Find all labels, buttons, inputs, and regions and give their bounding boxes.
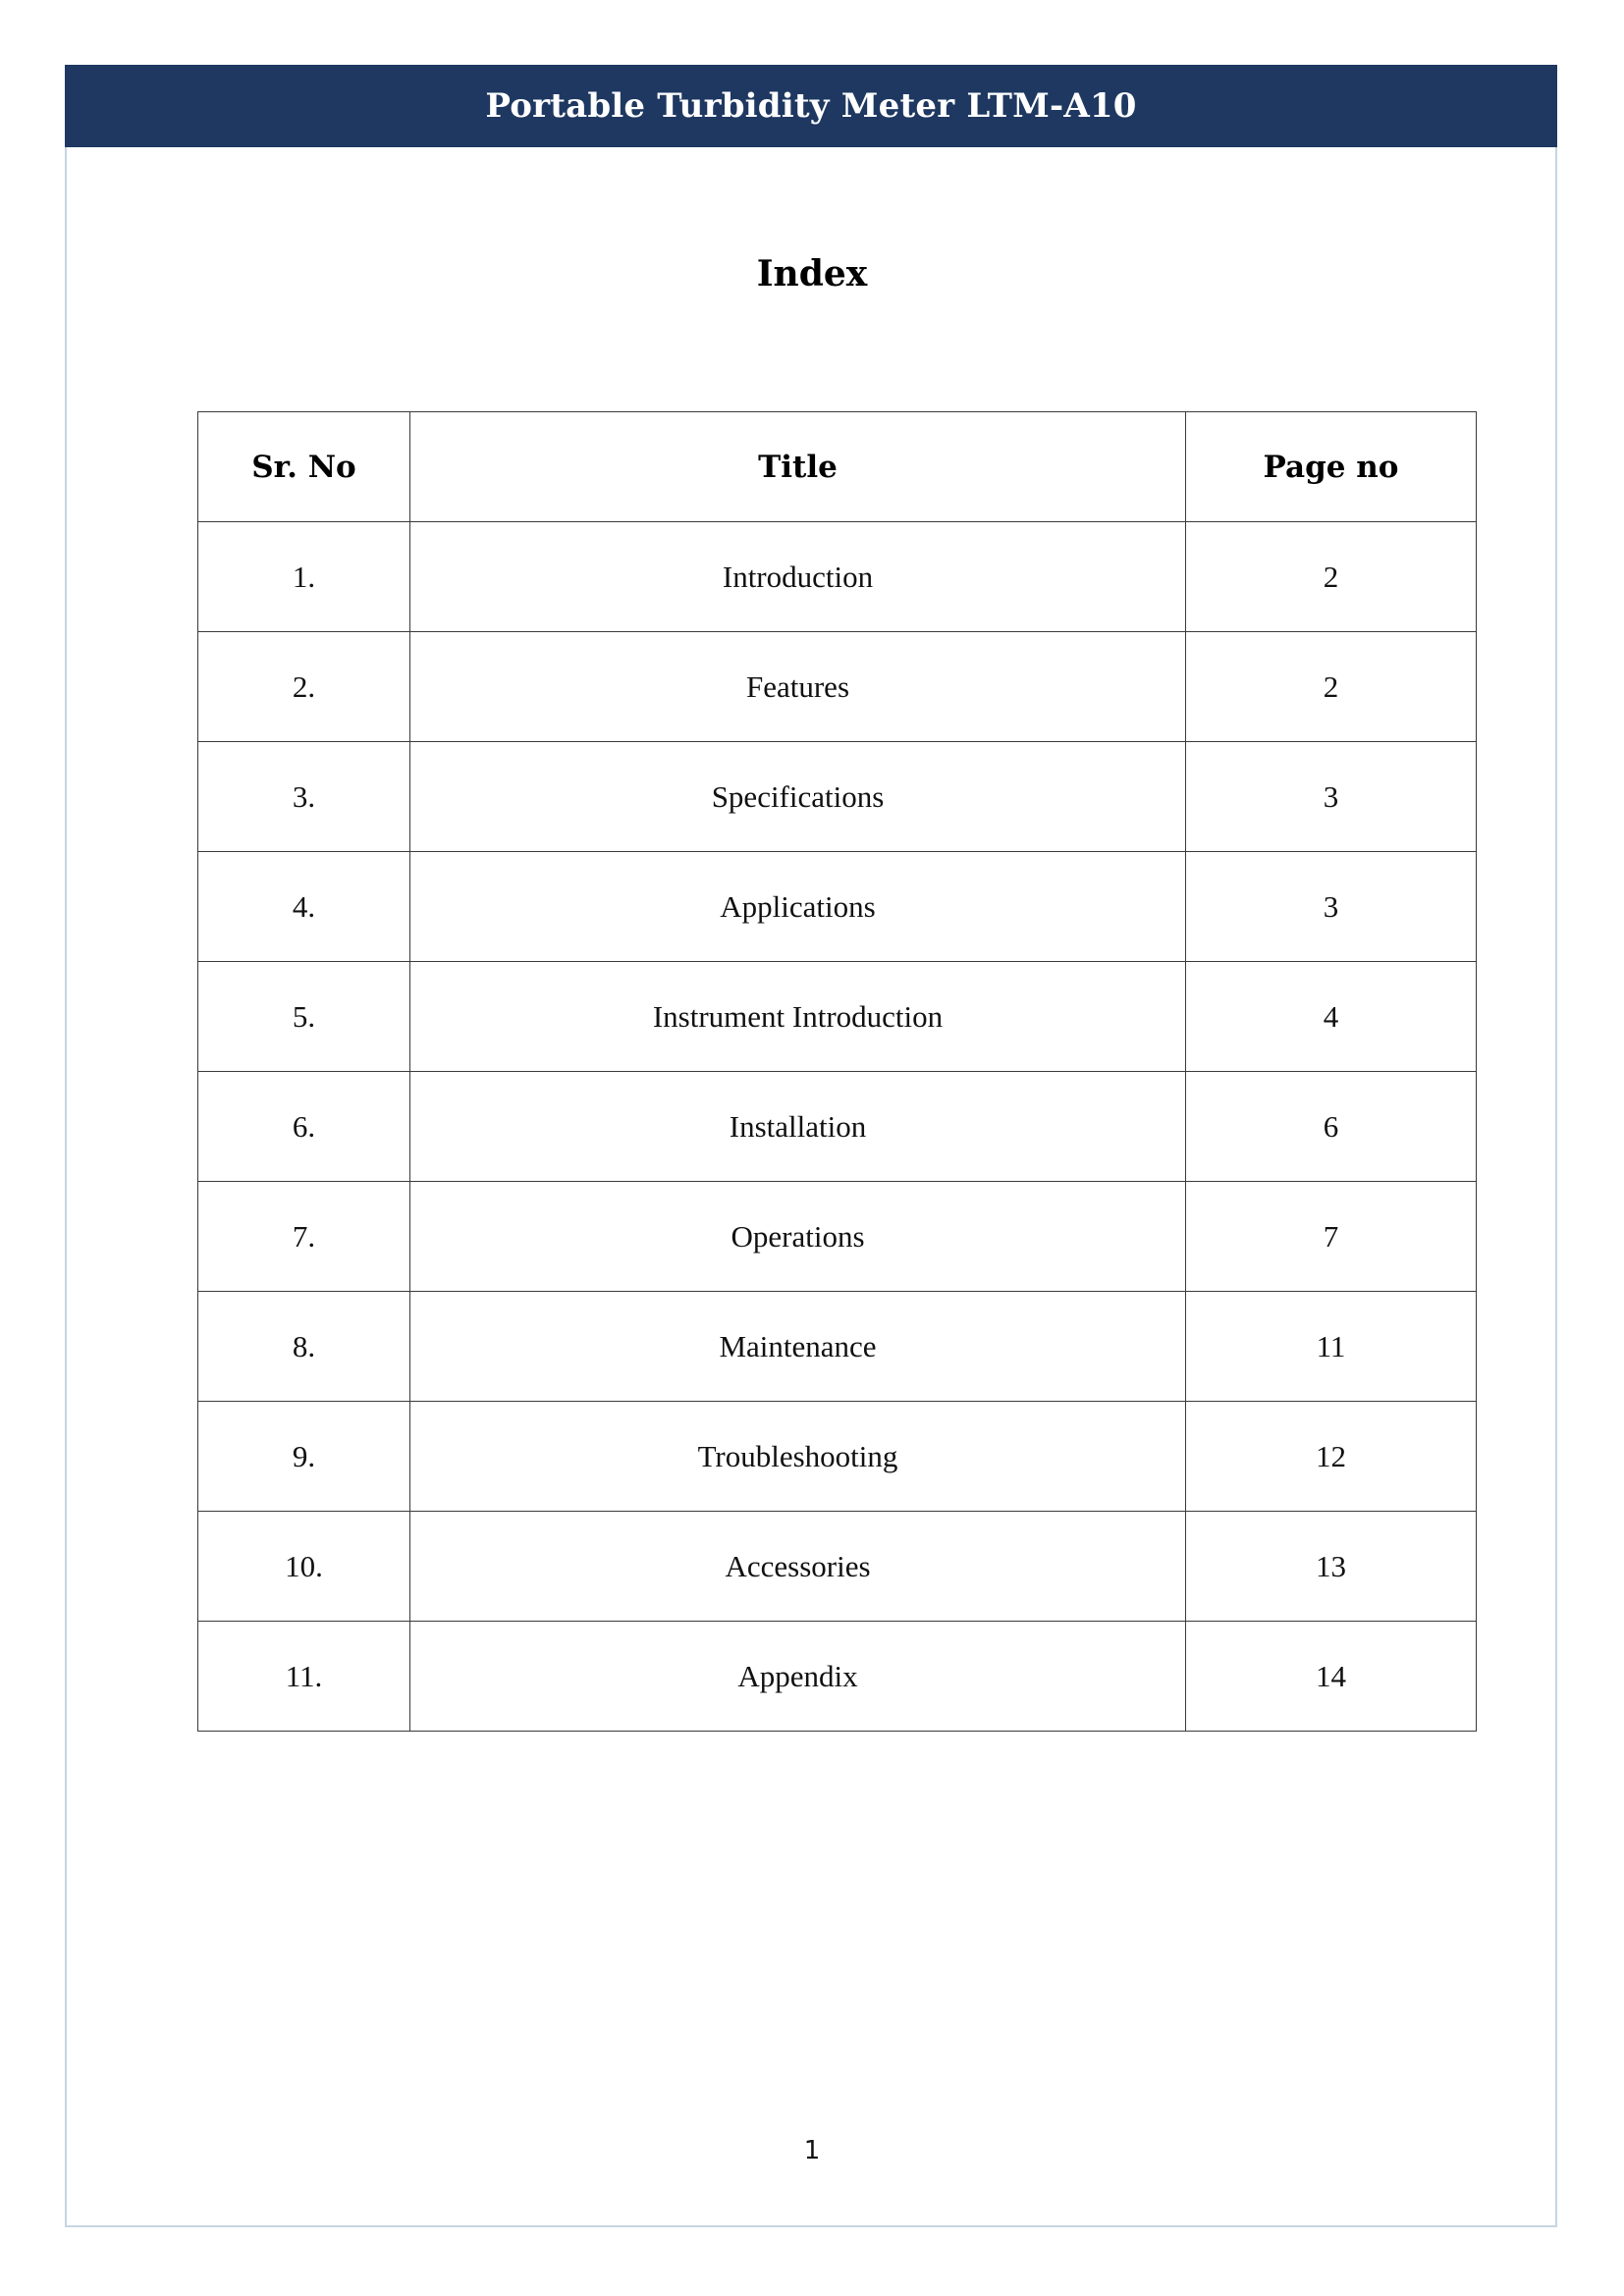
document-header [65, 65, 1557, 147]
page-no-cell: 6 [1186, 1072, 1477, 1182]
table-row [198, 1402, 1477, 1512]
table-header-row [198, 412, 1477, 522]
title-cell: Appendix [410, 1622, 1186, 1732]
page-no-cell: 14 [1186, 1622, 1477, 1732]
sr-no-cell: 2. [198, 632, 410, 742]
table-row [198, 1622, 1477, 1732]
page-no-cell: 3 [1186, 742, 1477, 852]
table-row [198, 522, 1477, 632]
title-cell: Installation [410, 1072, 1186, 1182]
sr-no-cell: 6. [198, 1072, 410, 1182]
sr-no-cell: 8. [198, 1292, 410, 1402]
table-row [198, 962, 1477, 1072]
sr-no-cell: 7. [198, 1182, 410, 1292]
title-cell: Troubleshooting [410, 1402, 1186, 1512]
column-header-page-no: Page no [1186, 412, 1477, 522]
page-no-cell: 3 [1186, 852, 1477, 962]
sr-no-cell: 9. [198, 1402, 410, 1512]
title-cell: Operations [410, 1182, 1186, 1292]
page-no-cell: 12 [1186, 1402, 1477, 1512]
table-row [198, 1512, 1477, 1622]
title-cell: Accessories [410, 1512, 1186, 1622]
index-heading: Index [756, 253, 868, 294]
sr-no-cell: 5. [198, 962, 410, 1072]
table-row [198, 1072, 1477, 1182]
page-no-cell: 2 [1186, 632, 1477, 742]
index-table [197, 411, 1477, 1732]
title-cell: Maintenance [410, 1292, 1186, 1402]
sr-no-cell: 1. [198, 522, 410, 632]
title-cell: Applications [410, 852, 1186, 962]
column-header-sr-no: Sr. No [198, 412, 410, 522]
document-title: Portable Turbidity Meter LTM-A10 [485, 86, 1137, 126]
title-cell: Specifications [410, 742, 1186, 852]
page-no-cell: 11 [1186, 1292, 1477, 1402]
column-header-title: Title [410, 412, 1186, 522]
table-row [198, 852, 1477, 962]
title-cell: Introduction [410, 522, 1186, 632]
title-cell: Features [410, 632, 1186, 742]
page-no-cell: 2 [1186, 522, 1477, 632]
sr-no-cell: 10. [198, 1512, 410, 1622]
page-no-cell: 7 [1186, 1182, 1477, 1292]
table-row [198, 632, 1477, 742]
table-row [198, 742, 1477, 852]
sr-no-cell: 11. [198, 1622, 410, 1732]
page-number: 1 [803, 2136, 821, 2165]
table-row [198, 1182, 1477, 1292]
table-row [198, 1292, 1477, 1402]
title-cell: Instrument Introduction [410, 962, 1186, 1072]
sr-no-cell: 4. [198, 852, 410, 962]
page-no-cell: 4 [1186, 962, 1477, 1072]
page-no-cell: 13 [1186, 1512, 1477, 1622]
sr-no-cell: 3. [198, 742, 410, 852]
